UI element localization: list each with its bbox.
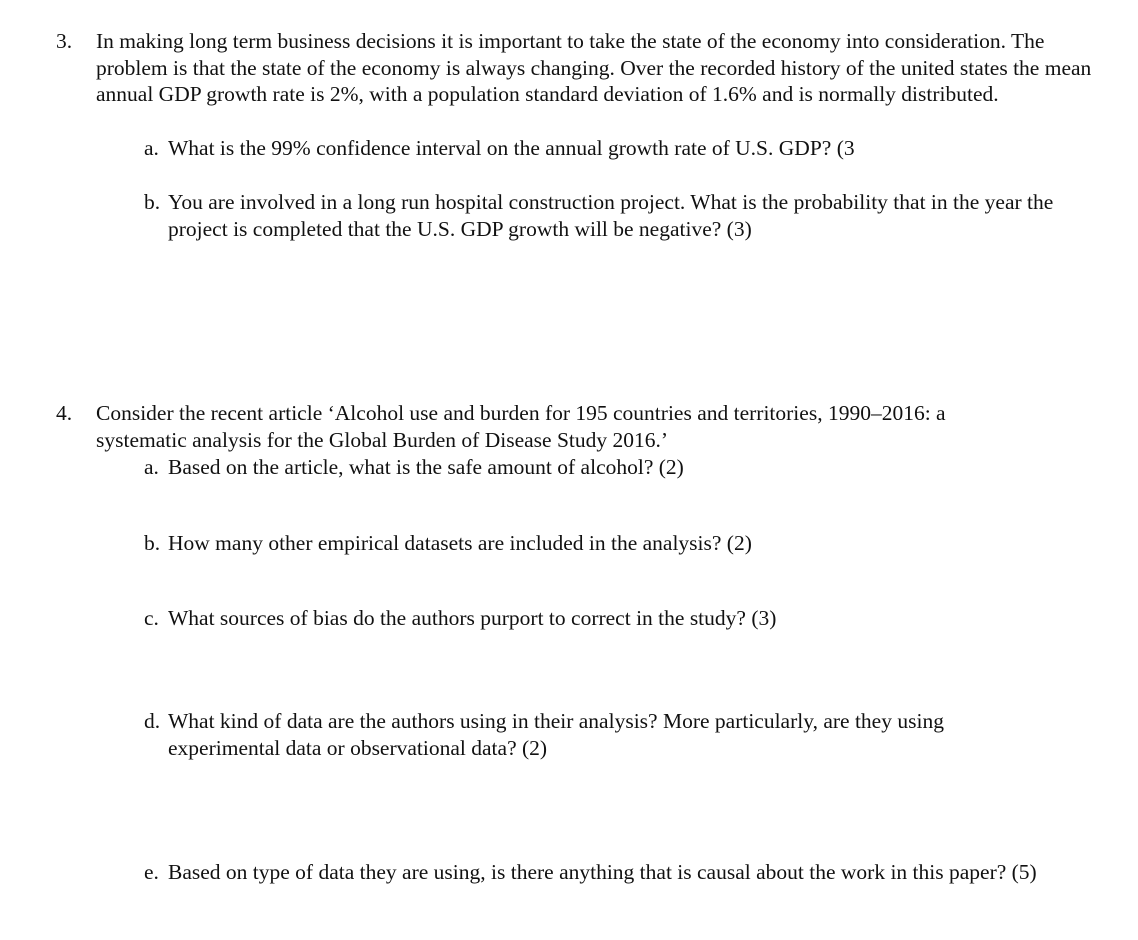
question-3b-text: You are involved in a long run hospital construction project. What is the probability that in the year the project is completed that the U.S. GDP growth will be negative? (3) xyxy=(168,190,1054,241)
question-4b-letter: b. xyxy=(144,531,161,555)
question-4b-text: How many other empirical datasets are included in the analysis? (2) xyxy=(168,531,752,555)
question-3a-text: What is the 99% confidence interval on the annual growth rate of U.S. GDP? (3 xyxy=(168,136,855,160)
question-3-number: 3. xyxy=(56,29,73,53)
question-4c-letter: c. xyxy=(144,606,159,630)
question-4d-text: What kind of data are the authors using in their analysis? More particularly, are they using experimental data or observational data? (2) xyxy=(168,709,944,760)
question-3b-letter: b. xyxy=(144,190,161,214)
question-4e-letter: e. xyxy=(144,860,159,884)
question-4c-text: What sources of bias do the authors purport to correct in the study? (3) xyxy=(168,606,777,630)
question-3-text: In making long term business decisions it is important to take the state of the economy into consideration. The problem is that the state of the economy is always changing. Over the recorded history of the united states the mean annual GDP growth rate is 2%, with a population standard deviation of 1.6% and is normally distributed. xyxy=(96,29,1092,106)
question-3a-letter: a. xyxy=(144,136,159,160)
question-4-number: 4. xyxy=(56,401,73,425)
question-4d-letter: d. xyxy=(144,709,161,733)
question-4-text: Consider the recent article ‘Alcohol use and burden for 195 countries and territories, 1990–2016: a systematic analysis for the Global Burden of Disease Study 2016.’ xyxy=(96,401,946,452)
question-4a-letter: a. xyxy=(144,455,159,479)
question-4e-text: Based on type of data they are using, is there anything that is causal about the work in this paper? (5) xyxy=(168,860,1037,884)
question-4a-text: Based on the article, what is the safe amount of alcohol? (2) xyxy=(168,455,684,479)
